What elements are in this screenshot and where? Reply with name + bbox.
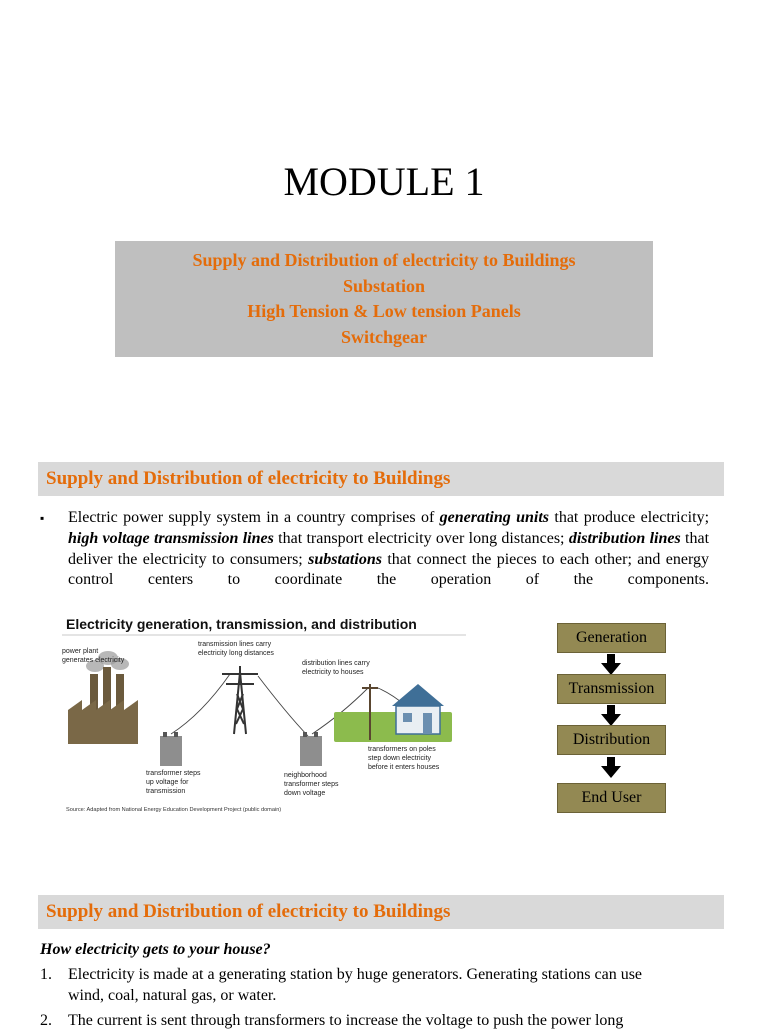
label-pole-transformer: step down electricity	[368, 755, 432, 762]
label-neighborhood: down voltage	[284, 790, 326, 797]
diagram-title: Electricity generation, transmission, and distribution	[66, 616, 417, 632]
question-text: How electricity gets to your house?	[40, 941, 271, 958]
text-run: Electric power supply system in a country comprises of	[68, 509, 440, 526]
emphasis-transmission-lines: high voltage transmission lines	[68, 529, 274, 547]
label-distribution: electricity to houses	[302, 669, 364, 676]
label-plant: generates electricity	[62, 657, 125, 664]
emphasis-generating-units: generating units	[439, 509, 550, 526]
bullet-text	[68, 508, 709, 612]
bullet-marker: ▪	[40, 511, 45, 525]
label-pole-transformer: transformers on poles	[368, 746, 436, 753]
label-plant: power plant	[62, 648, 99, 655]
title-box	[115, 241, 653, 357]
list-number: 1.	[40, 966, 52, 983]
page-title: MODULE 1	[283, 159, 485, 204]
title-box-line: High Tension & Low tension Panels	[247, 301, 521, 321]
power-plant-icon	[68, 651, 138, 744]
arrow-down-icon	[600, 654, 622, 676]
list-item-line: The current is sent through transformers to increase the voltage to push the power long	[68, 1012, 624, 1029]
title-box-line: Supply and Distribution of electricity to Buildings	[192, 250, 576, 270]
label-pole-transformer: before it enters houses	[368, 764, 440, 771]
flow-step-distribution: Distribution	[557, 725, 666, 755]
transformer-icon	[160, 732, 182, 766]
house-icon	[392, 684, 444, 734]
section-heading-2: Supply and Distribution of electricity to Buildings	[38, 895, 724, 929]
list-item-line: Electricity is made at a generating station by huge generators. Generating stations can use	[68, 966, 643, 983]
label-neighborhood: transformer steps	[284, 781, 339, 788]
label-stepup: transformer steps	[146, 770, 201, 777]
text-run: that connect the pieces to each other; and energy control centers to coordinate the operation of the components.	[68, 550, 709, 589]
text-run: that produce electricity;	[549, 509, 710, 526]
transmission-tower-icon	[222, 666, 258, 734]
label-stepup: up voltage for	[146, 779, 189, 786]
title-box-line: Substation	[342, 275, 426, 296]
label-transmission: electricity long distances	[198, 650, 274, 657]
emphasis-substations: substations	[308, 550, 382, 568]
transformer-icon	[300, 732, 322, 766]
label-transmission: transmission lines carry	[198, 641, 272, 648]
text-run: that transport electricity over long distances;	[273, 529, 569, 547]
flow-step-transmission: Transmission	[557, 674, 666, 704]
electricity-diagram	[62, 614, 468, 818]
label-stepup: transmission	[146, 788, 186, 795]
text-run: that deliver the electricity to consumers;	[68, 529, 710, 568]
label-neighborhood: neighborhood	[284, 772, 327, 779]
flow-step-generation: Generation	[557, 623, 666, 653]
list-item	[40, 1011, 720, 1032]
list-item-line: wind, coal, natural gas, or water.	[68, 986, 277, 1004]
bullet-paragraph	[40, 508, 709, 612]
arrow-down-icon	[600, 757, 622, 779]
label-distribution: distribution lines carry	[302, 660, 370, 667]
flow-step-end-user: End User	[557, 783, 666, 813]
diagram-source: Source: Adapted from National Energy Education Development Project (public domain)	[66, 807, 282, 813]
emphasis-distribution-lines: distribution lines	[568, 529, 681, 547]
section-heading-1: Supply and Distribution of electricity to Buildings	[38, 462, 724, 496]
list-number: 2.	[40, 1012, 52, 1029]
arrow-down-icon	[600, 705, 622, 727]
title-box-line: Switchgear	[341, 326, 427, 347]
list-item	[40, 965, 720, 1006]
